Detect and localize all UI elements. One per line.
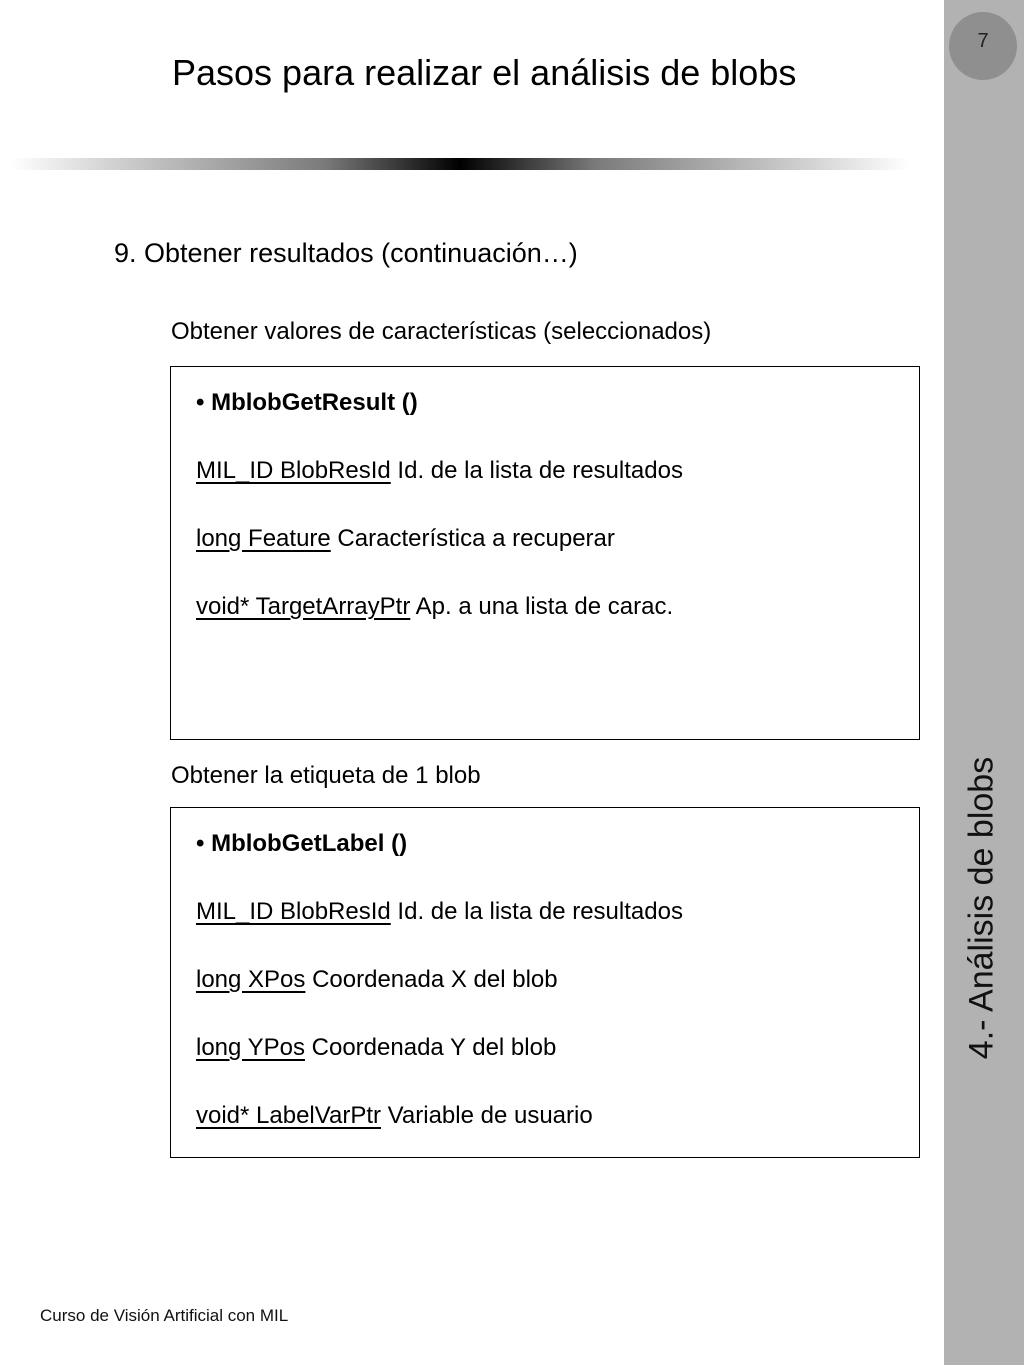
param-line [196,1102,593,1130]
param-desc: Característica a recuperar [330,525,615,552]
param-desc: Id. de la lista de resultados [390,898,683,925]
param-name: void* LabelVarPtr [196,1102,381,1129]
right-sidebar [944,0,1024,1365]
param-desc: Coordenada Y del blob [304,1034,557,1061]
section-heading: 9. Obtener resultados (continuación…) [114,238,578,268]
page-number-badge [949,12,1017,80]
param-line [196,457,683,485]
param-name: long Feature [196,525,331,552]
param-desc: Variable de usuario [381,1102,593,1129]
param-name: long YPos [196,1034,305,1061]
page-number: 7 [977,30,989,52]
title-divider [10,158,910,170]
param-desc: Ap. a una lista de carac. [410,593,674,620]
sidebar-title: 4.- Análisis de blobs [962,756,1001,1060]
param-line [196,1034,556,1062]
param-line [196,525,615,553]
param-name: MIL_ID BlobResId [196,898,391,925]
param-desc: Coordenada X del blob [305,966,558,993]
block2-heading: Obtener la etiqueta de 1 blob [171,762,481,789]
mblobgetresult-function: • MblobGetResult () [196,389,418,416]
mblobgetlabel-box [170,807,920,1158]
param-line [196,966,558,994]
param-line [196,898,683,926]
footer-text: Curso de Visión Artificial con MIL [40,1306,289,1325]
mblobgetlabel-function: • MblobGetLabel () [196,830,408,857]
param-name: MIL_ID BlobResId [196,457,391,484]
block1-heading: Obtener valores de características (seleccionados) [171,318,712,345]
mblobgetresult-box [170,366,920,740]
param-line [196,593,673,621]
param-desc: Id. de la lista de resultados [390,457,683,484]
param-name: long XPos [196,966,306,993]
param-name: void* TargetArrayPtr [196,593,411,620]
slide-title: Pasos para realizar el análisis de blobs [172,52,797,93]
